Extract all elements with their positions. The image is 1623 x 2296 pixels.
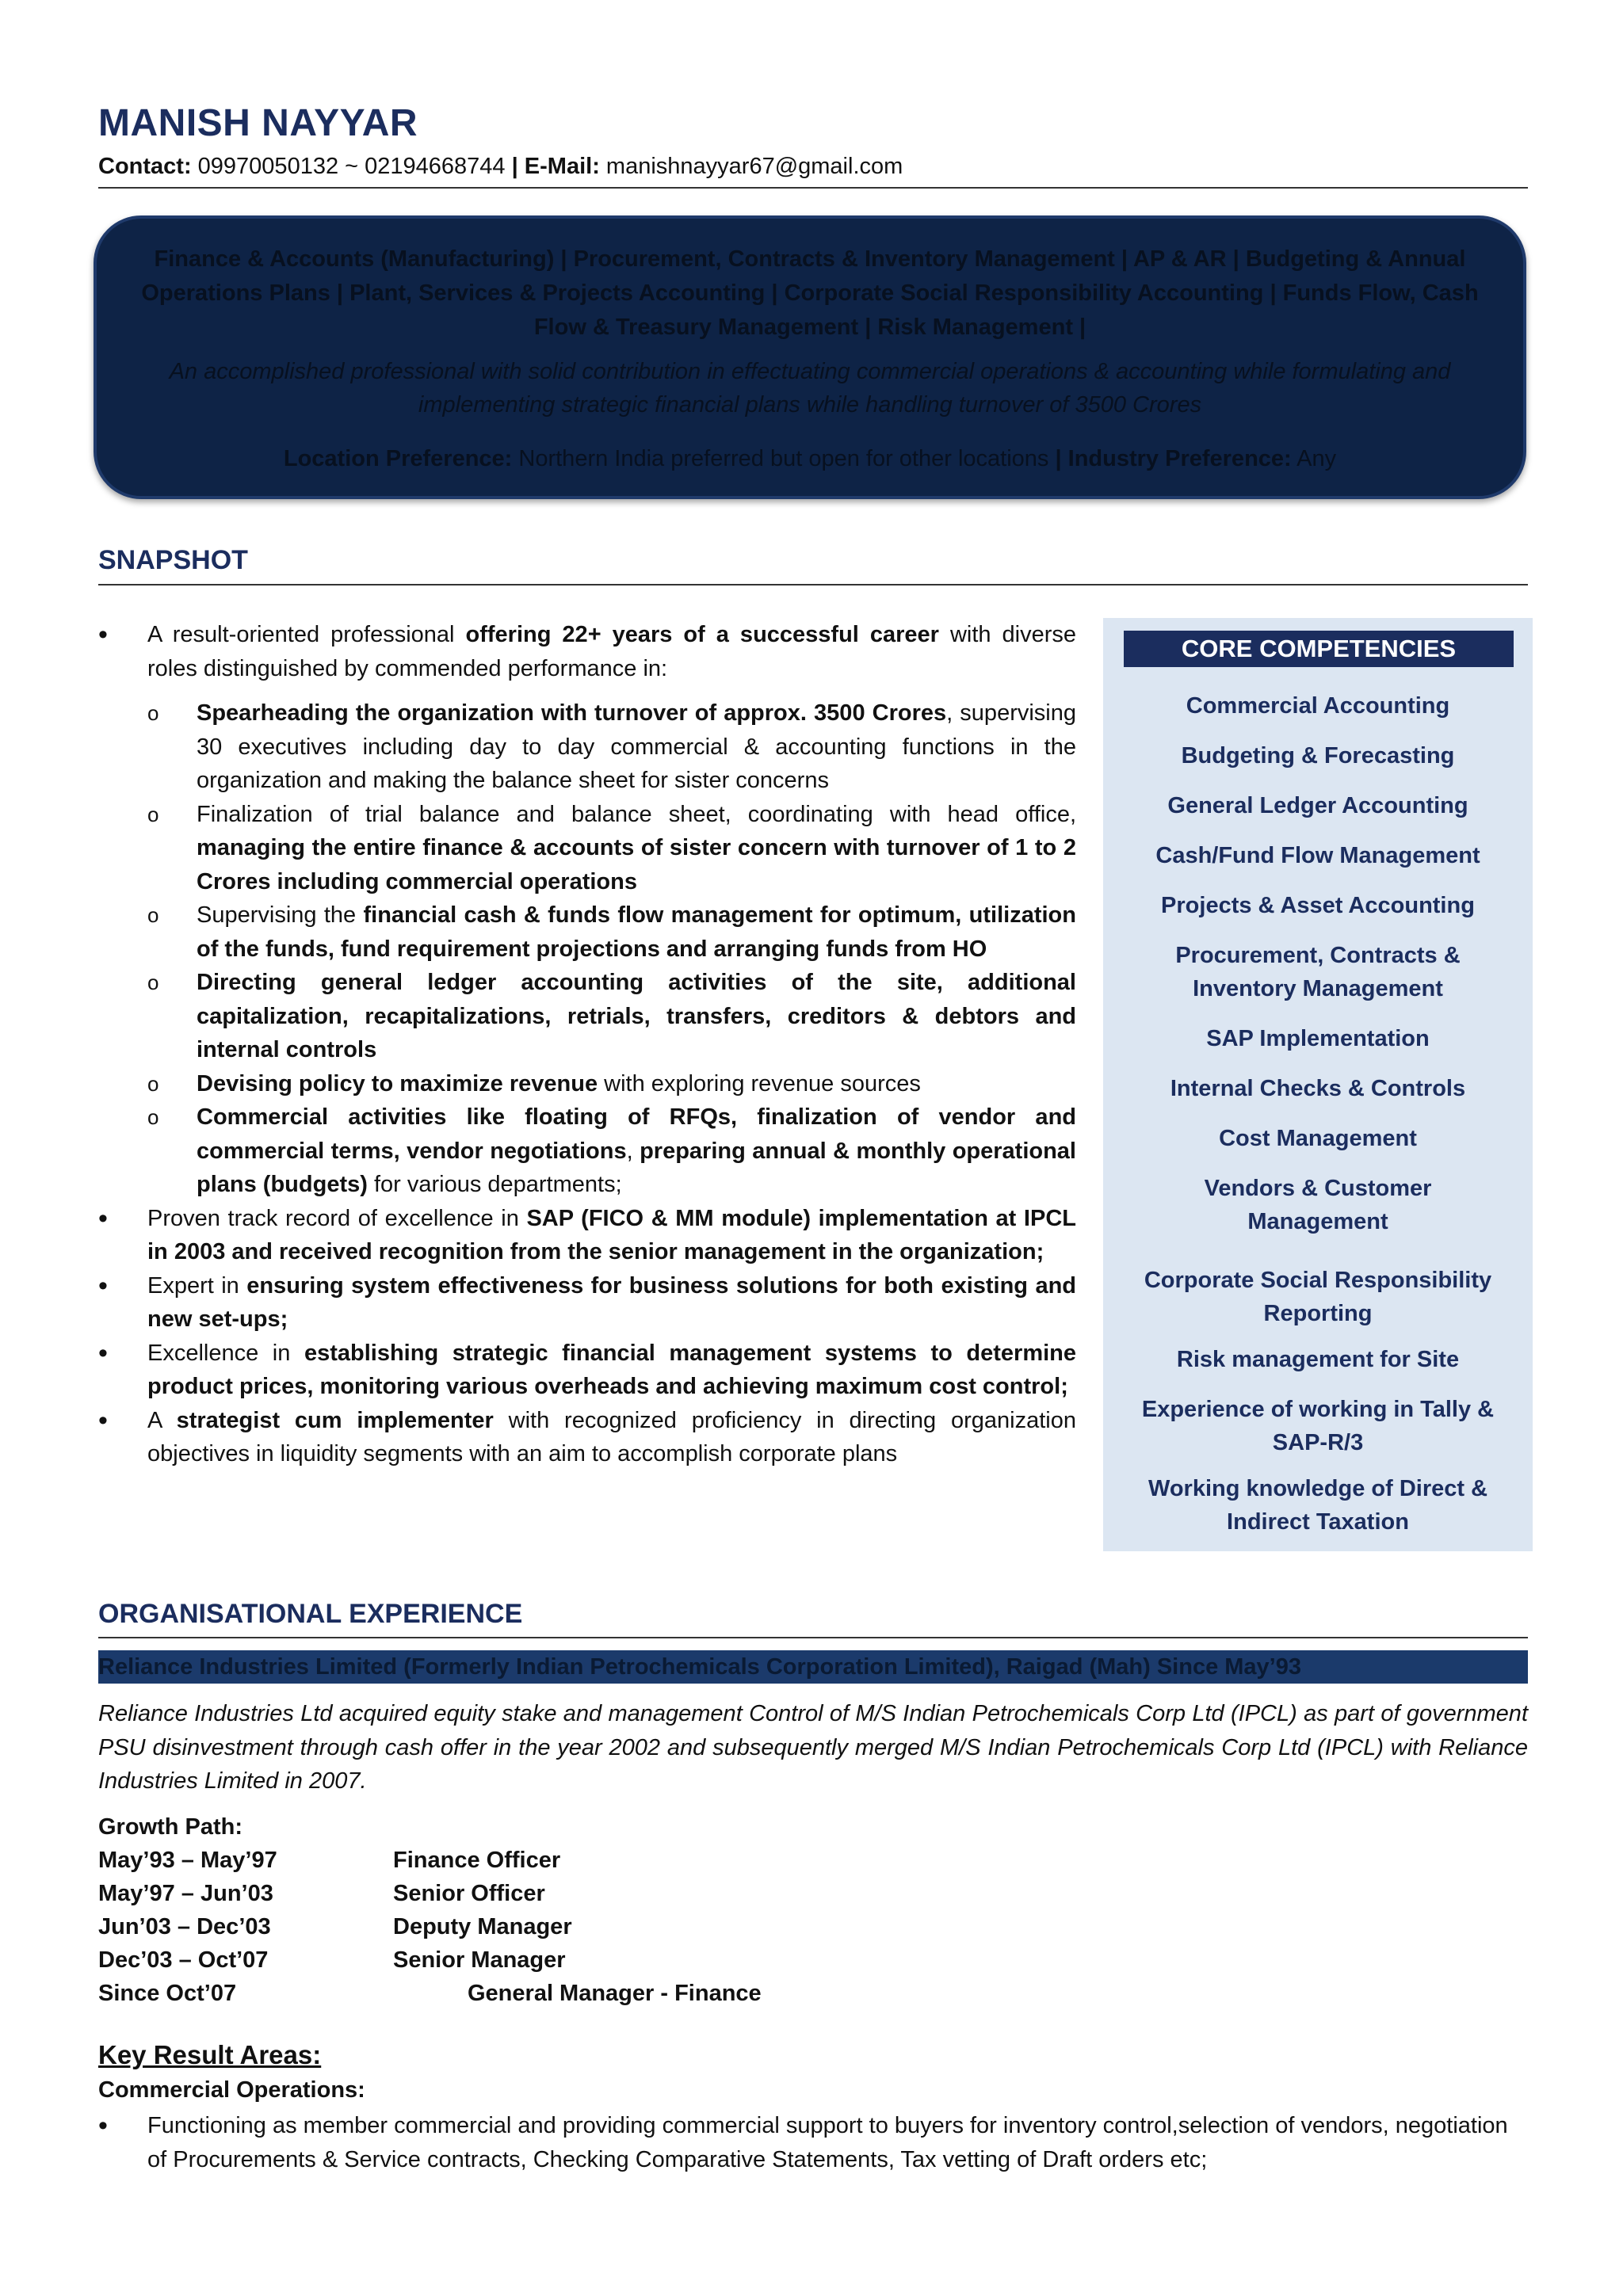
contact-label: Contact: bbox=[98, 154, 192, 179]
subbullet-bold-text: Commercial activities like floating of RFQs, finalization of vendor and commercial terms, vendor negotiations bbox=[197, 1104, 1076, 1164]
competency-item: Working knowledge of Direct & Indirect Taxation bbox=[1148, 1476, 1488, 1535]
growth-period: May’97 – Jun’03 bbox=[98, 1881, 273, 1906]
competency-item: General Ledger Accounting bbox=[1167, 793, 1468, 818]
bullet-text: with diverse roles distinguished by commended performance in: bbox=[147, 622, 1077, 681]
banner-keywords: Finance & Accounts (Manufacturing) | Procurement, Contracts & Inventory Management | AP & AR | Budgeting & Annual Operations Plans | Plant, Services & Projects Accounting | Corporate Social Responsibility Accounting | Funds Flow, Cash Flow & Treasury Management | Risk Management | bbox=[141, 246, 1479, 340]
location-label: Location Preference: bbox=[283, 446, 513, 471]
location-value: Northern India preferred but open for other locations bbox=[512, 446, 1056, 471]
subbullet-bold-text: preparing annual & monthly operational plans (budgets) bbox=[197, 1138, 1076, 1197]
competency-item: Cash/Fund Flow Management bbox=[1155, 843, 1480, 868]
bullet-text: A bbox=[147, 1407, 177, 1433]
competency-item: Vendors & Customer Management bbox=[1204, 1176, 1432, 1234]
bullet-text: Excellence in bbox=[147, 1340, 304, 1366]
growth-period: Since Oct’07 bbox=[98, 1981, 237, 2006]
competency-item: Commercial Accounting bbox=[1186, 693, 1450, 719]
snapshot-bullet bbox=[98, 1202, 1076, 1269]
subbullet-text: , supervising 30 executives including day to day commercial & accounting functions in the organization and making the balance sheet for sister concerns bbox=[197, 700, 1076, 793]
snapshot-bullet bbox=[98, 618, 1076, 1202]
key-result-areas-title: Key Result Areas: bbox=[98, 2040, 322, 2069]
pref-separator: | bbox=[1055, 446, 1062, 471]
core-competencies-panel bbox=[1103, 618, 1533, 1551]
bullet-bold-text: strategist cum implementer bbox=[176, 1407, 494, 1433]
subbullet-text: , bbox=[626, 1138, 640, 1164]
commercial-operations-title: Commercial Operations: bbox=[98, 2077, 365, 2103]
banner-preferences bbox=[120, 442, 1499, 475]
contact-separator: | bbox=[511, 154, 518, 179]
subbullet-text: for various departments; bbox=[367, 1172, 622, 1197]
growth-period: May’93 – May’97 bbox=[98, 1848, 277, 1873]
subbullet-bold-text: Devising policy to maximize revenue bbox=[197, 1070, 598, 1097]
competency-item: Risk management for Site bbox=[1176, 1347, 1460, 1372]
snapshot-bullet bbox=[98, 1404, 1076, 1471]
competency-item: Projects & Asset Accounting bbox=[1161, 893, 1475, 918]
kra-item: • Functioning as member commercial and providing commercial support to buyers for inventory control,selection of vendors, negotiation of Procurements & Service contracts, Checking Comparative Statements, Tax vetting of Draft orders etc; bbox=[98, 2109, 1528, 2177]
snapshot-bullet bbox=[98, 1269, 1076, 1337]
snapshot-subbullet bbox=[147, 898, 1076, 966]
snapshot-subbullet bbox=[147, 798, 1076, 899]
company-heading: Reliance Industries Limited (Formerly Indian Petrochemicals Corporation Limited), Raigad (Mah) Since May’93 bbox=[98, 1650, 1528, 1684]
banner-summary: An accomplished professional with solid contribution in effectuating commercial operations & accounting while formulating and implementing strategic financial plans while handling turnover of 3500 Crores bbox=[169, 359, 1451, 418]
bullet-bold-text: SAP (FICO & MM module) implementation at IPCL in 2003 and received recognition from the senior management in the organization; bbox=[147, 1205, 1076, 1264]
subbullet-bold-text: Directing general ledger accounting activities of the site, additional capitalization, recapitalizations, retrials, transfers, creditors & debtors and internal controls bbox=[197, 970, 1076, 1062]
contact-line bbox=[98, 154, 903, 180]
email-label: E-Mail: bbox=[517, 154, 600, 179]
industry-value: Any bbox=[1291, 446, 1337, 471]
experience-rule bbox=[98, 1637, 1528, 1638]
competency-item: Procurement, Contracts & Inventory Management bbox=[1175, 943, 1461, 1001]
bullet-text: with recognized proficiency in directing organization objectives in liquidity segments with an aim to accomplish corporate plans bbox=[147, 1407, 1076, 1466]
header-rule bbox=[98, 187, 1528, 189]
growth-role: General Manager - Finance bbox=[468, 1981, 762, 2006]
snapshot-rule bbox=[98, 584, 1528, 585]
candidate-name: MANISH NAYYAR bbox=[98, 102, 418, 144]
growth-path-title: Growth Path: bbox=[98, 1814, 243, 1840]
subbullet-text: Finalization of trial balance and balance sheet, coordinating with head office, bbox=[197, 801, 1076, 827]
growth-role: Senior Officer bbox=[393, 1881, 545, 1906]
snapshot-bullet bbox=[98, 1337, 1076, 1404]
subbullet-text: with exploring revenue sources bbox=[598, 1070, 921, 1097]
subbullet-text: Supervising the bbox=[197, 902, 364, 928]
bullet-text: Proven track record of excellence in bbox=[147, 1205, 527, 1231]
subbullet-bold-text: financial cash & funds flow management for optimum, utilization of the funds, fund requirement projections and arranging funds from HO bbox=[197, 902, 1076, 962]
growth-role: Senior Manager bbox=[393, 1947, 566, 1973]
growth-period: Jun’03 – Dec’03 bbox=[98, 1914, 271, 1939]
snapshot-sublist bbox=[147, 696, 1076, 1202]
bullet-text: A result-oriented professional bbox=[147, 622, 466, 647]
competency-item: Corporate Social Responsibility Reporting bbox=[1144, 1268, 1492, 1326]
growth-period: Dec’03 – Oct’07 bbox=[98, 1947, 269, 1973]
bullet-bold-text: establishing strategic financial management systems to determine product prices, monitoring various overheads and achieving maximum cost control; bbox=[147, 1340, 1076, 1399]
core-competencies-title: CORE COMPETENCIES bbox=[1124, 631, 1514, 667]
experience-title: ORGANISATIONAL EXPERIENCE bbox=[98, 1599, 523, 1629]
competency-item: Budgeting & Forecasting bbox=[1181, 743, 1455, 769]
snapshot-title: SNAPSHOT bbox=[98, 545, 248, 575]
company-description: Reliance Industries Ltd acquired equity stake and management Control of M/S Indian Petrochemicals Corp Ltd (IPCL) as part of government PSU disinvestment through cash offer in the year 2002 and subsequently merged M/S Indian Petrochemicals Corp Ltd (IPCL) with Reliance Industries Limited in 2007. bbox=[98, 1701, 1528, 1794]
snapshot-subbullet bbox=[147, 1100, 1076, 1202]
subbullet-bold-text: managing the entire finance & accounts of sister concern with turnover of 1 to 2 Crores including commercial operations bbox=[197, 835, 1076, 894]
competency-item: Experience of working in Tally & SAP-R/3 bbox=[1141, 1397, 1495, 1455]
kra-list bbox=[98, 2109, 1528, 2177]
competency-item: Cost Management bbox=[1219, 1126, 1417, 1151]
snapshot-subbullet bbox=[147, 966, 1076, 1067]
email-address[interactable]: manishnayyar67@gmail.com bbox=[599, 154, 903, 179]
industry-label: Industry Preference: bbox=[1061, 446, 1292, 471]
contact-phone: 09970050132 ~ 02194668744 bbox=[191, 154, 512, 179]
snapshot-subbullet bbox=[147, 1067, 1076, 1101]
competency-item: SAP Implementation bbox=[1206, 1026, 1430, 1051]
snapshot-section bbox=[98, 618, 1076, 1471]
profile-banner bbox=[94, 215, 1526, 499]
competency-item: Internal Checks & Controls bbox=[1170, 1076, 1466, 1101]
bullet-text: Expert in bbox=[147, 1272, 247, 1299]
growth-role: Deputy Manager bbox=[393, 1914, 572, 1939]
subbullet-bold-text: Spearheading the organization with turnover of approx. 3500 Crores bbox=[197, 700, 947, 726]
snapshot-subbullet bbox=[147, 696, 1076, 798]
bullet-bold-text: ensuring system effectiveness for business solutions for both existing and new set-ups; bbox=[147, 1272, 1076, 1332]
growth-role: Finance Officer bbox=[393, 1848, 561, 1873]
bullet-bold-text: offering 22+ years of a successful career bbox=[465, 622, 939, 647]
